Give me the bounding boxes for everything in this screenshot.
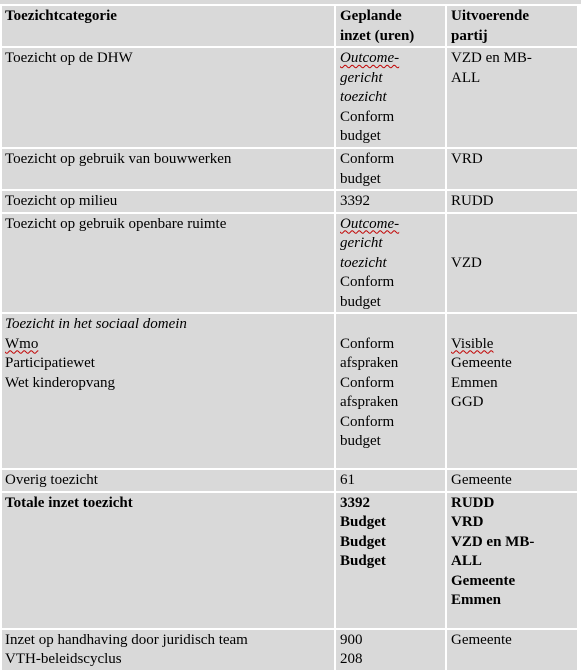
- cell-hours: Conform afspraken Conform afspraken Conform budget: [335, 313, 446, 469]
- cell-category: Toezicht op gebruik openbare ruimte: [1, 213, 335, 314]
- table-row: [1, 213, 578, 314]
- table-row: [1, 629, 578, 671]
- toezicht-table: [0, 4, 579, 672]
- header-cell-party: Uitvoerende partij: [446, 5, 578, 47]
- cell-party: VZD en MB- ALL: [446, 47, 578, 148]
- cell-category: Inzet op handhaving door juridisch team VTH-beleidscyclus: [1, 629, 335, 671]
- table-header-row: [1, 5, 578, 47]
- table-row: [1, 190, 578, 213]
- cell-category: Toezicht op milieu: [1, 190, 335, 213]
- cell-category: Toezicht op gebruik van bouwwerken: [1, 148, 335, 190]
- cell-category: Totale inzet toezicht: [1, 492, 335, 629]
- table-row-total: [1, 492, 578, 629]
- cell-party: RUDD: [446, 190, 578, 213]
- cell-category: Overig toezicht: [1, 469, 335, 492]
- cell-party: VZD: [446, 213, 578, 314]
- table-row: [1, 148, 578, 190]
- cell-party: Gemeente: [446, 629, 578, 671]
- table-row: [1, 469, 578, 492]
- cell-party: VRD: [446, 148, 578, 190]
- cell-hours: Conform budget: [335, 148, 446, 190]
- cell-hours: 61: [335, 469, 446, 492]
- cell-hours: Outcome- gericht toezicht Conform budget: [335, 213, 446, 314]
- cell-party: Gemeente: [446, 469, 578, 492]
- table-row: [1, 313, 578, 469]
- cell-hours: 900 208: [335, 629, 446, 671]
- header-cell-category: Toezichtcategorie: [1, 5, 335, 47]
- cell-category: Toezicht op de DHW: [1, 47, 335, 148]
- header-cell-hours: Geplande inzet (uren): [335, 5, 446, 47]
- cell-party: Visible Gemeente Emmen GGD: [446, 313, 578, 469]
- cell-category: Toezicht in het sociaal domein Wmo Participatiewet Wet kinderopvang: [1, 313, 335, 469]
- cell-hours: 3392: [335, 190, 446, 213]
- cell-hours: 3392 Budget Budget Budget: [335, 492, 446, 629]
- cell-hours: Outcome- gericht toezicht Conform budget: [335, 47, 446, 148]
- cell-party: RUDD VRD VZD en MB- ALL Gemeente Emmen: [446, 492, 578, 629]
- table-row: [1, 47, 578, 148]
